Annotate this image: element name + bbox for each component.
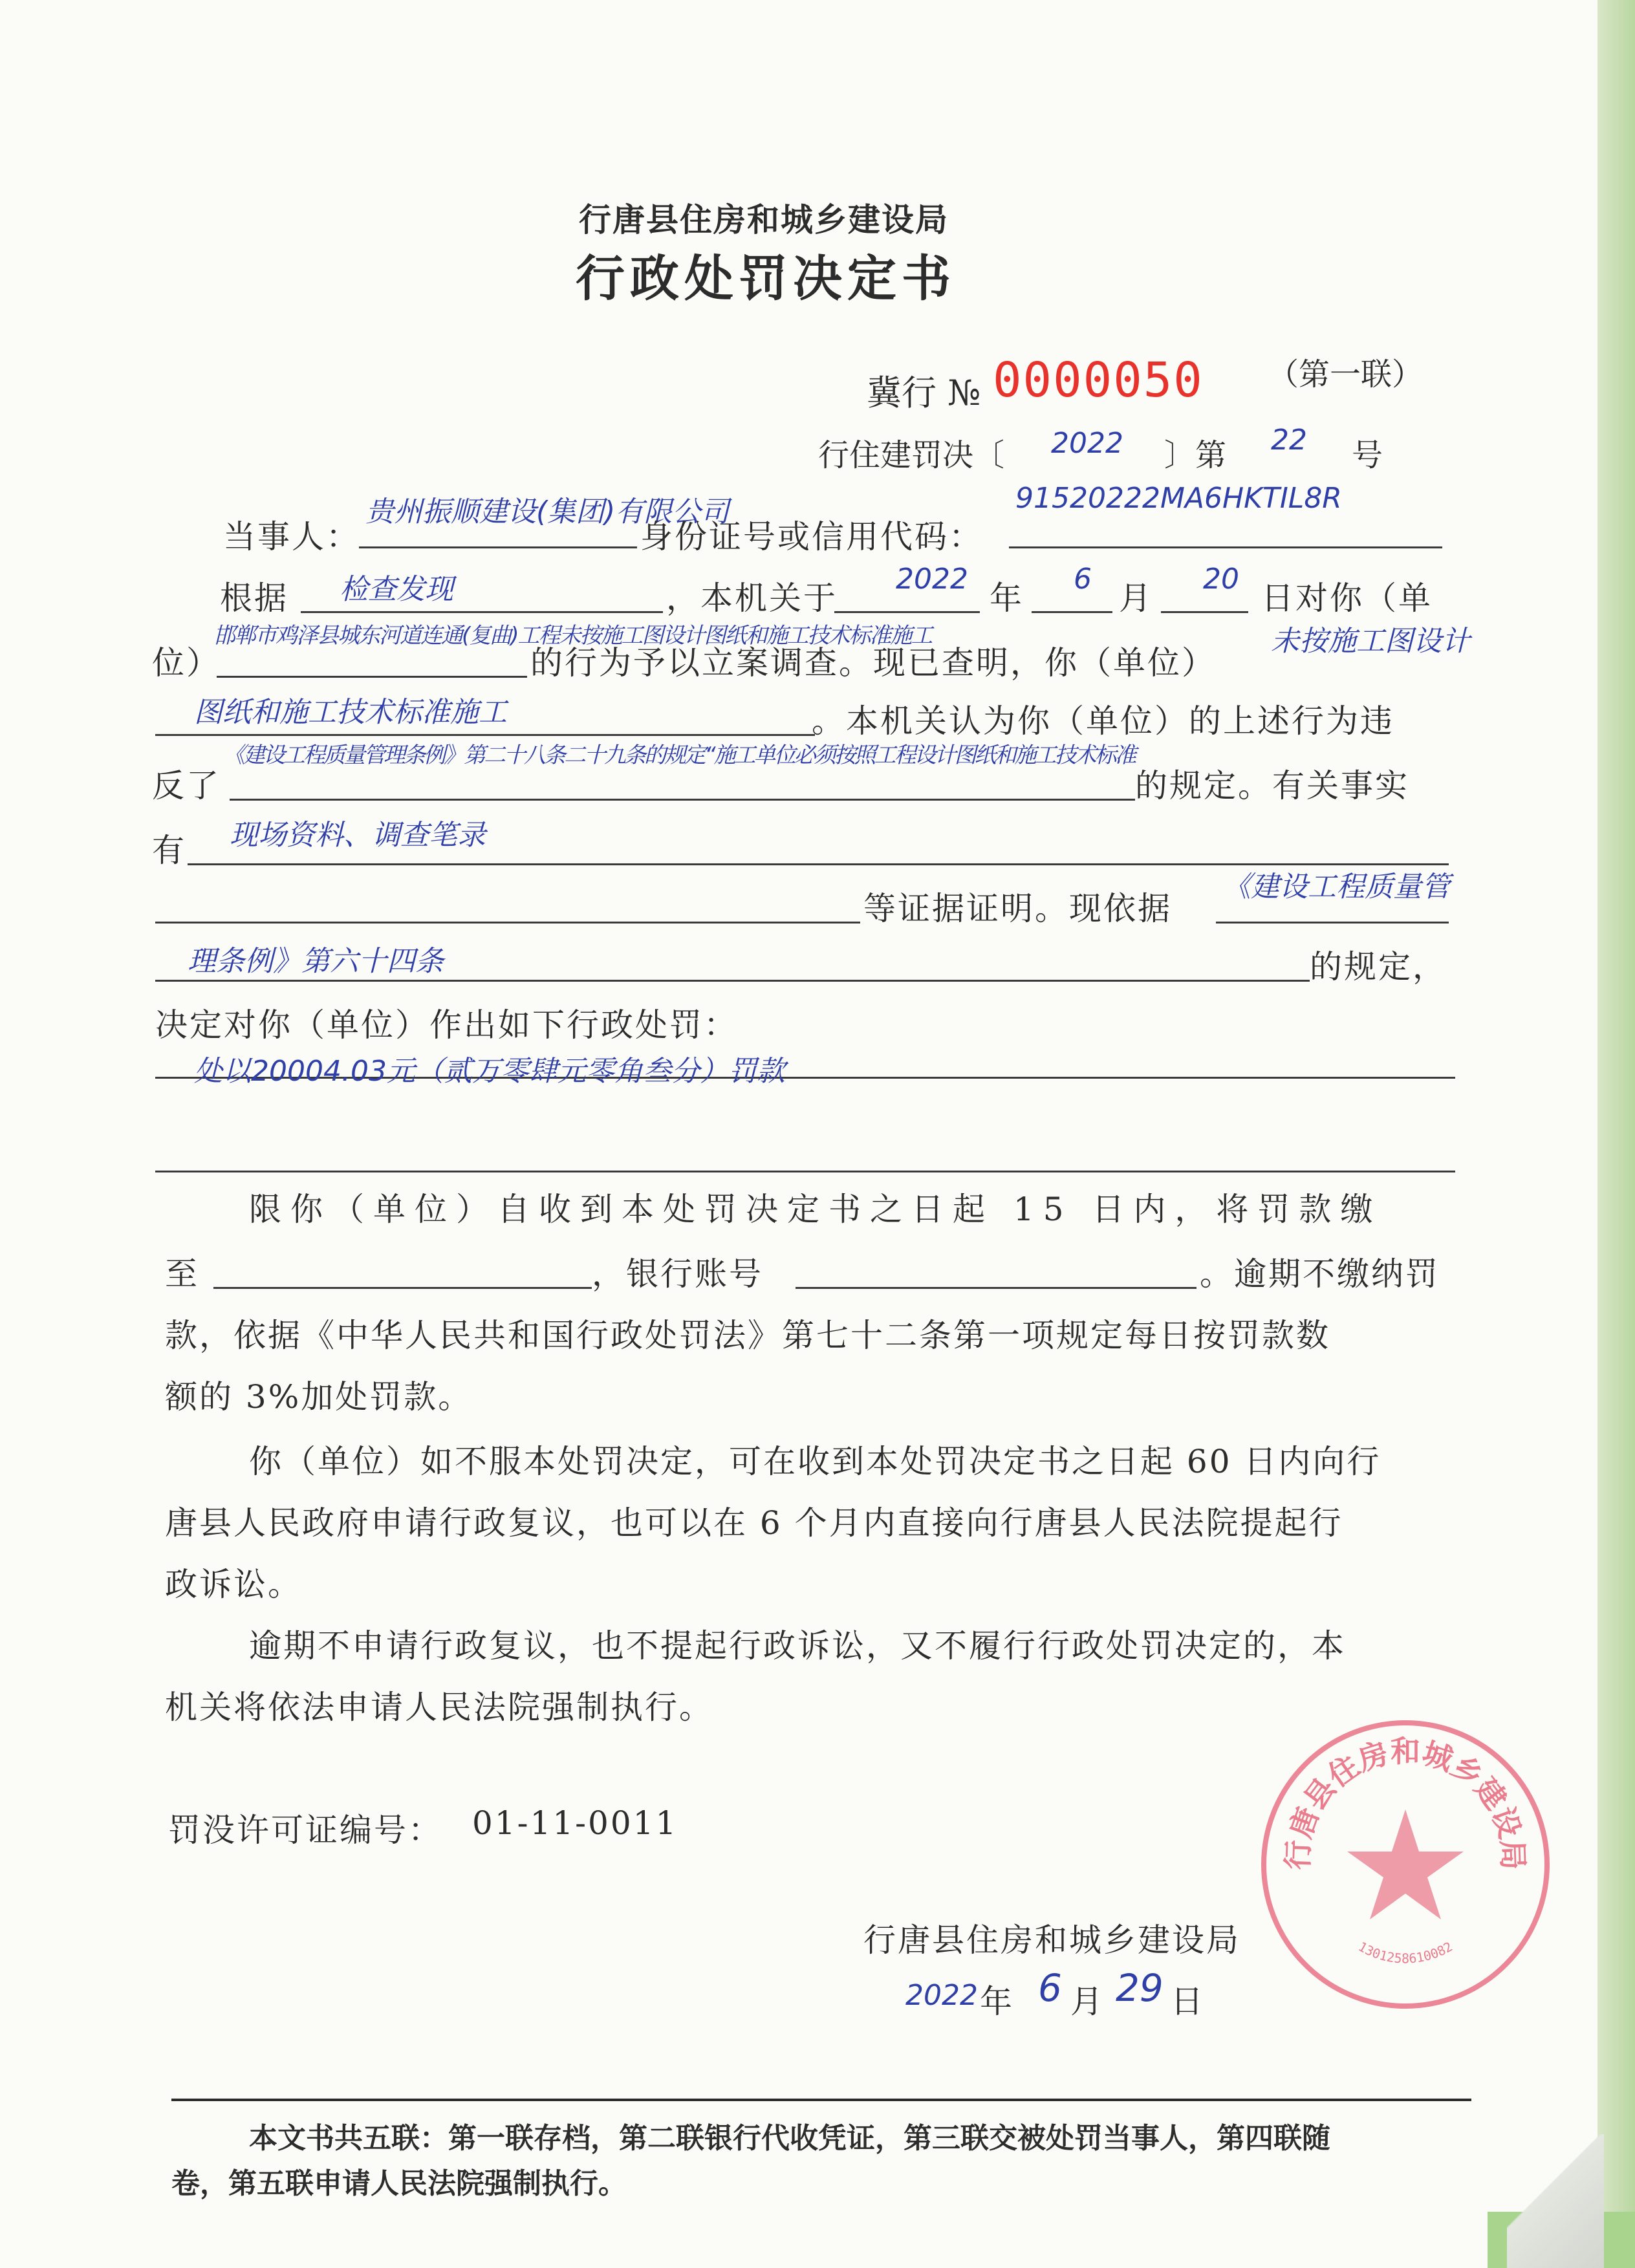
org-name: 行唐县住房和城乡建设局 — [579, 200, 949, 239]
line5-suffix: 的规定。有关事实 — [1135, 767, 1409, 805]
signature-day: 29 — [1116, 1966, 1164, 2010]
basis-day: 20 — [1203, 563, 1239, 596]
basis-text: ，本机关于 — [666, 579, 838, 617]
signature-month: 6 — [1038, 1966, 1062, 2010]
line8-suffix: 的规定， — [1310, 948, 1447, 986]
para1-line1: 限你（单位）自收到本处罚决定书之日起 15 日内，将罚款缴 — [249, 1191, 1382, 1228]
basis-value: 检查发现 — [340, 573, 453, 606]
permit-label: 罚没许可证编号： — [168, 1811, 442, 1849]
basis-underline — [301, 611, 663, 613]
para3-line2: 机关将依法申请人民法院强制执行。 — [165, 1689, 713, 1726]
basis-label: 根据 — [220, 579, 288, 617]
party-name: 贵州振顺建设(集团)有限公司 — [365, 495, 730, 528]
line3-text: 的行为予以立案调查。现已查明，你（单位） — [530, 644, 1216, 682]
copy-label: （第一联） — [1268, 356, 1424, 393]
document-title: 行政处罚决定书 — [576, 250, 956, 307]
penalty-basis-underline-2 — [155, 980, 1310, 982]
penalty-value: 处以20004.03元（贰万零肆元零角叁分）罚款 — [194, 1055, 785, 1088]
year-underline — [834, 611, 980, 613]
id-underline — [1009, 546, 1442, 548]
footer-line2: 卷，第五联申请人民法院强制执行。 — [171, 2167, 627, 2200]
para2-line2: 唐县人民政府申请行政复议，也可以在 6 个月内直接向行唐县人民法院提起行 — [165, 1504, 1343, 1542]
signature-day-label: 日 — [1171, 1983, 1205, 2020]
day-label: 日对你（单 — [1261, 579, 1433, 617]
party-label: 当事人： — [223, 518, 360, 556]
day-underline — [1161, 611, 1248, 613]
doc-number-suffix: 号 — [1352, 437, 1383, 473]
year-label: 年 — [990, 579, 1024, 617]
permit-value: 01-11-0011 — [472, 1804, 678, 1842]
para2-line1: 你（单位）如不服本处罚决定，可在收到本处罚决定书之日起 60 日内向行 — [249, 1443, 1381, 1480]
para1-line2-a: 至 — [165, 1255, 199, 1293]
signature-year: 2022 — [905, 1979, 978, 2012]
doc-number-year: 2022 — [1051, 427, 1123, 460]
evidence-value: 现场资料、调查笔录 — [230, 819, 486, 852]
line7-text: 等证据证明。现依据 — [863, 890, 1172, 927]
footer-divider — [171, 2099, 1471, 2101]
page-edge — [1597, 0, 1635, 2268]
party-name-underline — [359, 546, 637, 548]
footer-line1: 本文书共五联：第一联存档，第二联银行代收凭证，第三联交被处罚当事人，第四联随 — [249, 2122, 1330, 2155]
project-underline — [217, 676, 527, 678]
doc-number-value: 22 — [1271, 424, 1307, 457]
seal-graphic — [1266, 1725, 1544, 2003]
para1-line2-b: ，银行账号 — [592, 1255, 763, 1293]
line4-text: 。本机关认为你（单位）的上述行为违 — [812, 702, 1394, 740]
bank-name-underline — [213, 1287, 592, 1289]
serial-number: 0000050 — [993, 352, 1204, 408]
para1-line3: 款，依据《中华人民共和国行政处罚法》第七十二条第一项规定每日按罚款数 — [165, 1317, 1330, 1354]
seal-star-icon — [1347, 1809, 1464, 1919]
para3-line1: 逾期不申请行政复议，也不提起行政诉讼，又不履行行政处罚决定的，本 — [249, 1627, 1346, 1665]
id-value: 91520222MA6HKTIL8R — [1015, 482, 1342, 515]
penalty-basis-b: 理条例》第六十四条 — [188, 945, 444, 978]
month-underline — [1032, 611, 1112, 613]
para1-line2-c: 。逾期不缴纳罚 — [1200, 1255, 1440, 1293]
seal-code: 1301258610082 — [1356, 1938, 1455, 1967]
violated-law: 《建设工程质量管理条例》第二十八条二十九条的规定“施工单位必须按照工程设计图纸和施工技术标准 — [223, 742, 1135, 768]
official-seal — [1261, 1720, 1550, 2009]
signature-org: 行唐县住房和城乡建设局 — [863, 1921, 1240, 1959]
law-underline — [230, 799, 1135, 801]
basis-month: 6 — [1074, 563, 1092, 596]
bank-account-underline — [796, 1287, 1196, 1289]
penalty-underline-2 — [155, 1171, 1455, 1172]
id-label: 身份证号或信用代码： — [640, 518, 983, 556]
penalty-basis-underline — [1216, 922, 1449, 923]
line9-text: 决定对你（单位）作出如下行政处罚： — [155, 1006, 738, 1044]
seal-text: 行唐县住房和城乡建设局 — [1280, 1734, 1531, 1871]
month-label: 月 — [1119, 579, 1153, 617]
signature-year-label: 年 — [980, 1983, 1014, 2020]
para1-line4: 额的 3%加处罚款。 — [165, 1378, 473, 1416]
doc-number-middle: 〕第 — [1164, 437, 1227, 473]
line5-prefix: 反了 — [152, 767, 221, 805]
serial-prefix: 冀行 № — [867, 373, 981, 413]
line3-prefix: 位） — [152, 644, 221, 682]
finding-part-b: 图纸和施工技术标准施工 — [194, 696, 507, 729]
doc-number-prefix: 行住建罚决〔 — [818, 437, 1005, 473]
signature-month-label: 月 — [1070, 1983, 1105, 2020]
page-corner-fold — [1507, 2134, 1604, 2268]
finding-part-a: 未按施工图设计 — [1271, 625, 1470, 658]
finding-underline — [155, 734, 815, 736]
line6-prefix: 有 — [152, 832, 186, 869]
basis-year: 2022 — [896, 563, 968, 596]
evidence-underline-2 — [155, 922, 860, 923]
project-description: 邯郸市鸡泽县城东河道连通(复曲)工程未按施工图设计图纸和施工技术标准施工 — [213, 623, 932, 649]
penalty-basis-a: 《建设工程质量管 — [1222, 870, 1450, 903]
para2-line3: 政诉讼。 — [165, 1566, 302, 1603]
